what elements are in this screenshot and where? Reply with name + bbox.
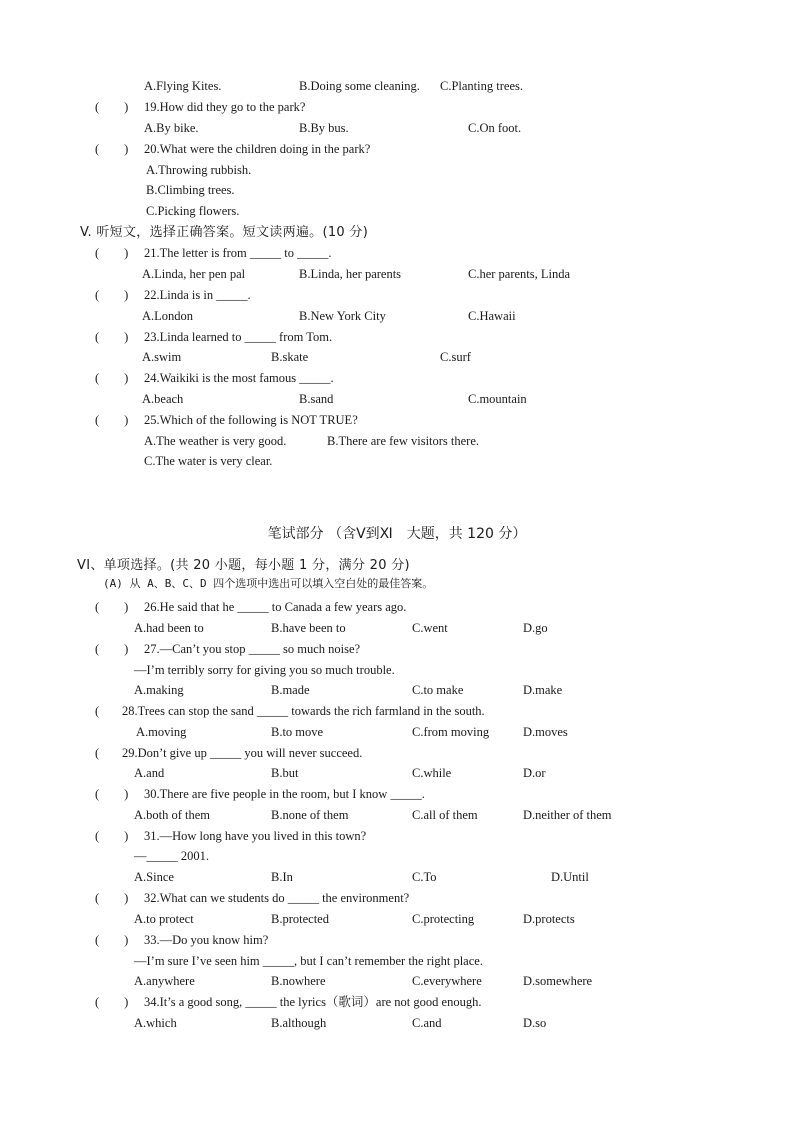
question-text: 31.—How long have you lived in this town? [144,829,367,843]
question-text: 25.Which of the following is NOT TRUE? [144,413,358,427]
option-d: D.Until [551,870,589,884]
q28-options-row [0,722,794,743]
answer-blank[interactable]: ( ) [95,891,129,905]
answer-blank[interactable]: ( [95,704,125,718]
question-24 [0,368,794,389]
question-text: 30.There are five people in the room, but I know _____. [144,787,425,801]
question-text: 20.What were the children doing in the park? [144,142,371,156]
option-c: C.Planting trees. [440,79,523,93]
option-a: A.anywhere [134,974,195,988]
option-a: A.beach [142,392,184,406]
q32-options-row [0,909,794,930]
question-26 [0,597,794,618]
option-b: B.made [271,683,310,697]
option-a: A.Since [134,870,174,884]
option-c: C.Picking flowers. [146,204,240,218]
question-text: 28.Trees can stop the sand _____ towards the rich farmland in the south. [122,704,485,718]
question-20 [0,139,794,160]
question-text: 29.Don’t give up _____ you will never succeed. [122,746,363,760]
q30-options-row [0,805,794,826]
option-c: C.and [412,1016,442,1030]
question-25 [0,410,794,431]
option-a: A.and [134,766,165,780]
question-30 [0,784,794,805]
answer-blank[interactable]: ( ) [95,330,129,344]
option-b: B.have been to [271,621,346,635]
answer-blank[interactable]: ( [95,746,125,760]
answer-blank[interactable]: ( ) [95,829,129,843]
option-b: B.but [271,766,299,780]
question-text: 33.—Do you know him? [144,933,269,947]
option-d: D.protects [523,912,575,926]
answer-blank[interactable]: ( ) [95,642,129,656]
option-b: B.New York City [299,309,386,323]
option-c: C.went [412,621,448,635]
q20-option-a-row [0,160,794,181]
option-a: A.Throwing rubbish. [146,163,252,177]
option-c: C.everywhere [412,974,482,988]
q20-option-c-row [0,201,794,222]
question-19 [0,97,794,118]
q19-options-row [0,118,794,139]
section-6-heading: VI、单项选择。(共 20 小题，每小题 1 分，满分 20 分) [77,558,410,573]
question-text: 27.—Can’t you stop _____ so much noise? [144,642,361,656]
answer-blank[interactable]: ( ) [95,246,129,260]
question-text: 26.He said that he _____ to Canada a few years ago. [144,600,407,614]
question-29 [0,743,794,764]
q25-options-row [0,431,794,452]
section-5-heading: V. 听短文，选择正确答案。短文读两遍。(10 分) [80,225,369,240]
option-a: A.Linda, her pen pal [142,267,246,281]
question-text: 32.What can we students do _____ the environment? [144,891,410,905]
option-c: C.To [412,870,437,884]
question-23 [0,327,794,348]
option-b: B.none of them [271,808,349,822]
dialogue-reply: —I’m terribly sorry for giving you so much trouble. [134,663,395,677]
option-b: B.sand [299,392,334,406]
option-d: D.somewhere [523,974,593,988]
option-b: B.protected [271,912,329,926]
option-a: A.making [134,683,184,697]
q25-option-c-row [0,451,794,472]
answer-blank[interactable]: ( ) [95,787,129,801]
dialogue-reply: —I’m sure I’ve seen him _____, but I can’t remember the right place. [134,954,483,968]
option-a: A.The weather is very good. [144,434,287,448]
option-d: D.make [523,683,563,697]
option-a: A.London [142,309,194,323]
option-d: D.or [523,766,546,780]
answer-blank[interactable]: ( ) [95,100,129,114]
option-b: B.Doing some cleaning. [299,79,420,93]
option-c: C.surf [440,350,471,364]
option-b: B.although [271,1016,327,1030]
answer-blank[interactable]: ( ) [95,371,129,385]
q23-options-row [0,347,794,368]
option-c: C.Hawaii [468,309,516,323]
q24-options-row [0,389,794,410]
question-text: 19.How did they go to the park? [144,100,306,114]
option-d: D.go [523,621,548,635]
option-c: C.her parents, Linda [468,267,571,281]
answer-blank[interactable]: ( ) [95,995,129,1009]
question-32 [0,888,794,909]
question-34 [0,992,794,1013]
option-b: B.Linda, her parents [299,267,402,281]
q26-options-row [0,618,794,639]
instruction-text: (A) 从 A、B、C、D 四个选项中选出可以填入空白处的最佳答案。 [103,577,434,590]
option-a: A.which [134,1016,177,1030]
option-c: C.The water is very clear. [144,454,273,468]
option-b: B.to move [271,725,324,739]
question-28 [0,701,794,722]
option-c: C.On foot. [468,121,522,135]
option-a: A.swim [142,350,182,364]
option-b: B.skate [271,350,309,364]
option-b: B.By bus. [299,121,349,135]
option-b: B.In [271,870,293,884]
option-b: B.There are few visitors there. [327,434,480,448]
option-b: B.Climbing trees. [146,183,235,197]
option-d: D.so [523,1016,547,1030]
answer-blank[interactable]: ( ) [95,933,129,947]
option-a: A.had been to [134,621,204,635]
q18-options-row [0,76,794,97]
question-22 [0,285,794,306]
q27-reply-row [0,660,794,681]
question-33 [0,930,794,951]
option-d: D.moves [523,725,568,739]
question-text: 21.The letter is from _____ to _____. [144,246,332,260]
q33-reply-row [0,951,794,972]
question-31 [0,826,794,847]
answer-blank[interactable]: ( ) [95,600,129,614]
option-a: A.to protect [134,912,194,926]
option-c: C.from moving [412,725,490,739]
question-text: 34.It’s a good song, _____ the lyrics（歌词）are not good enough. [144,995,482,1009]
option-c: C.mountain [468,392,527,406]
q21-options-row [0,264,794,285]
option-d: D.neither of them [523,808,612,822]
question-27 [0,639,794,660]
q31-options-row [0,867,794,888]
option-a: A.By bike. [144,121,199,135]
option-c: C.to make [412,683,464,697]
option-a: A.moving [136,725,187,739]
option-a: A.both of them [134,808,211,822]
option-c: C.while [412,766,452,780]
q31-reply-row [0,846,794,867]
question-text: 23.Linda learned to _____ from Tom. [144,330,333,344]
answer-blank[interactable]: ( ) [95,142,129,156]
question-text: 24.Waikiki is the most famous _____. [144,371,334,385]
option-b: B.nowhere [271,974,326,988]
question-text: 22.Linda is in _____. [144,288,251,302]
q29-options-row [0,763,794,784]
q33-options-row [0,971,794,992]
q20-option-b-row [0,180,794,201]
answer-blank[interactable]: ( ) [95,288,129,302]
option-a: A.Flying Kites. [144,79,222,93]
option-c: C.protecting [412,912,475,926]
question-21 [0,243,794,264]
q22-options-row [0,306,794,327]
dialogue-reply: —_____ 2001. [134,849,209,863]
answer-blank[interactable]: ( ) [95,413,129,427]
q27-options-row [0,680,794,701]
q34-options-row [0,1013,794,1034]
written-part-title: 笔试部分 （含Ⅴ到Ⅺ 大题，共 120 分） [267,526,527,542]
option-c: C.all of them [412,808,478,822]
